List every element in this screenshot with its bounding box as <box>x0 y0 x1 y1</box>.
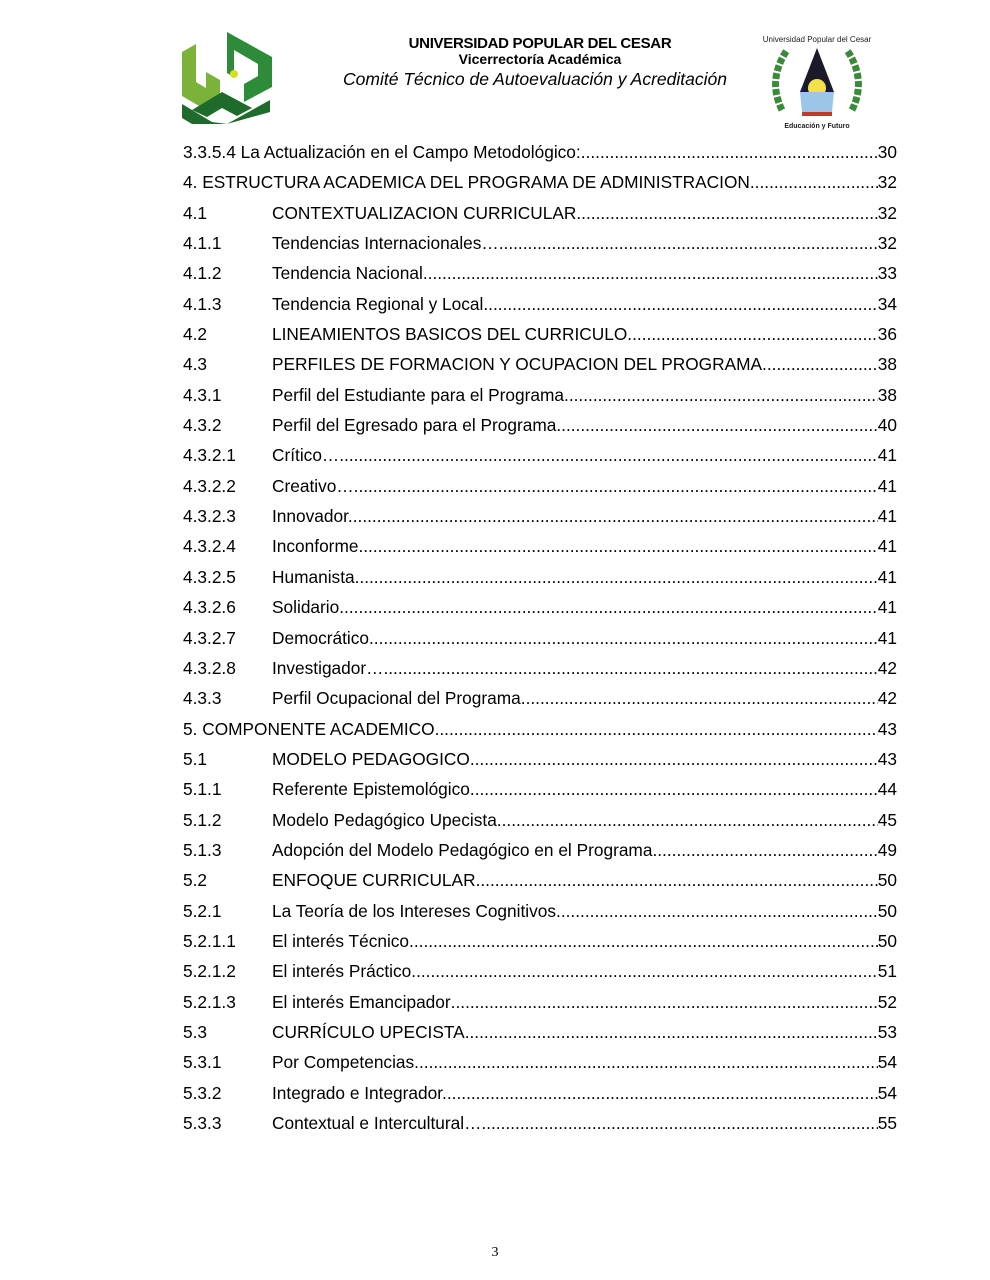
toc-entry[interactable] <box>183 349 897 379</box>
toc-entry-title: Inconforme. <box>272 536 364 557</box>
dot-leader <box>414 926 878 956</box>
toc-entry-page: 41 <box>877 445 897 466</box>
dot-leader <box>488 289 878 319</box>
toc-entry-title: Adopción del Modelo Pedagógico en el Programa. <box>272 839 658 860</box>
dot-leader <box>569 380 878 410</box>
toc-entry[interactable] <box>183 623 897 653</box>
toc-entry-page: 53 <box>877 1021 897 1042</box>
toc-entry-title: MODELO PEDAGOGICO <box>272 748 470 769</box>
toc-entry-title: Referente Epistemológico <box>272 779 470 800</box>
toc-entry[interactable] <box>183 683 897 713</box>
toc-entry-title: Tendencias Internacionales… <box>272 233 499 254</box>
toc-entry[interactable] <box>183 714 897 744</box>
toc-entry-title: Integrado e Integrador.. <box>272 1082 452 1103</box>
toc-entry-number: 5.3.2 <box>183 1082 222 1103</box>
toc-entry-number: 4.3.2.4 <box>183 536 236 557</box>
toc-entry-page: 43 <box>877 718 897 739</box>
dot-leader <box>383 653 877 683</box>
toc-entry-page: 49 <box>877 839 897 860</box>
dot-leader <box>411 956 878 986</box>
toc-entry-title: PERFILES DE FORMACION Y OCUPACION DEL PROGRAMA. <box>272 354 767 375</box>
toc-entry-number: 4.3.2.8 <box>183 657 236 678</box>
toc-entry[interactable] <box>183 805 897 835</box>
dot-leader <box>561 410 878 440</box>
toc-entry-number: 4.3.2.6 <box>183 597 236 618</box>
toc-entry-page: 38 <box>877 354 897 375</box>
toc-entry-page: 55 <box>877 1113 897 1133</box>
toc-entry[interactable] <box>183 228 897 258</box>
toc-entry-page: 42 <box>877 657 897 678</box>
toc-entry-page: 45 <box>877 809 897 830</box>
toc-entry-page: 36 <box>877 324 897 345</box>
toc-entry-page: 32 <box>877 202 897 223</box>
toc-entry-number: 5.2.1.2 <box>183 961 236 982</box>
dot-leader <box>424 1047 878 1077</box>
toc-entry-title: La Teoría de los Intereses Cognitivos <box>272 900 557 921</box>
toc-entry-page: 50 <box>877 900 897 921</box>
toc-entry[interactable] <box>183 501 897 531</box>
toc-entry[interactable] <box>183 531 897 561</box>
dot-leader <box>353 501 878 531</box>
dot-leader <box>521 683 878 713</box>
toc-entry-title: Crítico… <box>272 445 340 466</box>
toc-entry[interactable] <box>183 835 897 865</box>
dot-leader <box>750 167 878 197</box>
dot-leader <box>435 714 878 744</box>
page-header <box>0 0 990 135</box>
toc-entry[interactable] <box>183 198 897 228</box>
toc-entry-number: 5.1.2 <box>183 809 222 830</box>
dot-leader <box>379 623 878 653</box>
toc-entry-title: Creativo… <box>272 475 354 496</box>
toc-entry-number: 4.1 <box>183 202 208 223</box>
toc-entry[interactable] <box>183 471 897 501</box>
university-seal <box>762 30 872 130</box>
toc-entry-page: 41 <box>877 597 897 618</box>
toc-entry-number: 5.2 <box>183 870 208 891</box>
toc-entry-title: El interés Emancipador <box>272 991 451 1012</box>
toc-entry-number: 4.1.1 <box>183 233 222 254</box>
toc-entry-title: Democrático.. <box>272 627 379 648</box>
toc-entry-page: 50 <box>877 930 897 951</box>
toc-entry-page: 33 <box>877 263 897 284</box>
toc-entry-number: 4.1.3 <box>183 293 222 314</box>
toc-entry-title: Tendencia Regional y Local. <box>272 293 489 314</box>
toc-entry-page: 50 <box>877 870 897 891</box>
toc-entry[interactable] <box>183 289 897 319</box>
toc-entry[interactable] <box>183 865 897 895</box>
toc-entry-title: CURRÍCULO UPECISTA <box>272 1021 465 1042</box>
toc-entry-title: Perfil del Egresado para el Programa. <box>272 415 562 436</box>
toc-entry-title: Contextual e Intercultural… <box>272 1113 482 1133</box>
toc-entry-title: Investigador… <box>272 657 384 678</box>
toc-entry-number: 5.1 <box>183 748 208 769</box>
dot-leader <box>476 865 878 895</box>
toc-entry[interactable] <box>183 592 897 622</box>
toc-entry-page: 32 <box>877 233 897 254</box>
dot-leader <box>502 805 878 835</box>
toc-entry-number: 4.3 <box>183 354 208 375</box>
toc-entry-number: 5.3.1 <box>183 1052 222 1073</box>
toc-entry-number: 5.2.1.3 <box>183 991 236 1012</box>
toc-entry[interactable] <box>183 653 897 683</box>
toc-entry[interactable] <box>183 167 897 197</box>
toc-entry-number: 5.1.1 <box>183 779 222 800</box>
toc-entry-number: 5.2.1 <box>183 900 222 921</box>
toc-entry-number: 5.3 <box>183 1021 208 1042</box>
toc-entry-number: 4.3.1 <box>183 384 222 405</box>
toc-entry[interactable] <box>183 774 897 804</box>
toc-entry[interactable] <box>183 562 897 592</box>
dot-leader <box>428 258 878 288</box>
toc-entry-number: 4.3.3 <box>183 688 222 709</box>
dot-leader <box>465 1017 878 1047</box>
toc-entry[interactable] <box>183 1017 897 1047</box>
toc-entry-title: CONTEXTUALIZACION CURRICULAR <box>272 202 577 223</box>
dot-leader <box>767 349 878 379</box>
toc-entry-title: Modelo Pedagógico Upecista. <box>272 809 502 830</box>
toc-entry-title: ENFOQUE CURRICULAR <box>272 870 476 891</box>
toc-entry-page: 38 <box>877 384 897 405</box>
toc-entry[interactable] <box>183 137 897 167</box>
dot-leader <box>576 198 877 228</box>
toc-entry-title: Perfil Ocupacional del Programa <box>272 688 521 709</box>
dot-leader <box>499 228 878 258</box>
table-of-contents <box>183 137 897 1138</box>
toc-entry-title: Humanista. <box>272 566 360 587</box>
toc-entry[interactable] <box>183 1078 897 1108</box>
toc-entry-page: 40 <box>877 415 897 436</box>
toc-entry-page: 54 <box>877 1082 897 1103</box>
dot-leader <box>359 562 877 592</box>
toc-entry[interactable] <box>183 1047 897 1077</box>
toc-entry-page: 41 <box>877 627 897 648</box>
toc-entry-number: 4.3.2.5 <box>183 566 236 587</box>
toc-entry-title: El interés Técnico. <box>272 930 414 951</box>
toc-entry-page: 41 <box>877 506 897 527</box>
dot-leader <box>470 774 878 804</box>
dot-leader <box>556 896 878 926</box>
dot-leader <box>452 1078 878 1108</box>
svg-text:Universidad Popular del Cesar: Universidad Popular del Cesar <box>762 35 872 44</box>
toc-entry-page: 54 <box>877 1052 897 1073</box>
toc-entry-number: 4.3.2.1 <box>183 445 236 466</box>
toc-entry[interactable] <box>183 410 897 440</box>
dot-leader <box>339 440 878 470</box>
toc-entry-number: 4.1.2 <box>183 263 222 284</box>
toc-entry[interactable] <box>183 258 897 288</box>
dot-leader <box>451 987 878 1017</box>
toc-entry-title: El interés Práctico <box>272 961 412 982</box>
toc-entry-page: 44 <box>877 779 897 800</box>
toc-entry[interactable] <box>183 440 897 470</box>
toc-entry-title: Innovador. <box>272 506 353 527</box>
toc-entry-page: 52 <box>877 991 897 1012</box>
toc-entry-page: 43 <box>877 748 897 769</box>
toc-entry-number: 4.3.2.3 <box>183 506 236 527</box>
toc-entry-number: 4.2 <box>183 324 208 345</box>
dot-leader <box>632 319 878 349</box>
committee-name: Comité Técnico de Autoevaluación y Acreditación <box>343 69 727 89</box>
dot-leader <box>354 471 878 501</box>
toc-entry[interactable] <box>183 319 897 349</box>
toc-entry-page: 41 <box>877 536 897 557</box>
toc-entry-page: 32 <box>877 172 897 193</box>
toc-entry-page: 42 <box>877 688 897 709</box>
toc-entry[interactable] <box>183 987 897 1017</box>
toc-entry[interactable] <box>183 956 897 986</box>
toc-entry-number: 5.2.1.1 <box>183 930 236 951</box>
dot-leader <box>363 531 878 561</box>
office-name: Vicerrectoría Académica <box>458 51 622 67</box>
toc-entry-title: 5. COMPONENTE ACADEMICO <box>183 718 435 739</box>
toc-entry-title: Solidario. <box>272 597 345 618</box>
toc-entry-title: Tendencia Nacional. <box>272 263 428 284</box>
dot-leader <box>481 1108 877 1138</box>
upc-logo <box>182 32 272 124</box>
toc-entry-page: 51 <box>877 961 897 982</box>
toc-entry[interactable] <box>183 380 897 410</box>
toc-entry-page: 41 <box>877 566 897 587</box>
toc-entry-title: 3.3.5.4 La Actualización en el Campo Metodológico: <box>183 142 581 162</box>
university-name: UNIVERSIDAD POPULAR DEL CESAR <box>408 35 672 52</box>
toc-entry-title: Perfil del Estudiante para el Programa. <box>272 384 569 405</box>
toc-entry-page: 34 <box>877 293 897 314</box>
toc-entry-page: 41 <box>877 475 897 496</box>
toc-entry-title: Por Competencias.. <box>272 1052 424 1073</box>
toc-entry-number: 4.3.2.7 <box>183 627 236 648</box>
toc-entry-number: 5.3.3 <box>183 1113 222 1133</box>
dot-leader <box>470 744 878 774</box>
toc-entry[interactable] <box>183 896 897 926</box>
toc-entry[interactable] <box>183 1108 897 1138</box>
svg-text:Educación y Futuro: Educación y Futuro <box>784 123 850 130</box>
page-number: 3 <box>491 1245 499 1260</box>
toc-entry-title: 4. ESTRUCTURA ACADEMICA DEL PROGRAMA DE ADMINISTRACION <box>183 172 750 193</box>
toc-entry-page: 30 <box>877 142 897 162</box>
dot-leader <box>581 137 878 167</box>
toc-entry-title: LINEAMIENTOS BASICOS DEL CURRICULO. <box>272 324 633 345</box>
toc-entry-number: 4.3.2.2 <box>183 475 236 496</box>
dot-leader <box>344 592 878 622</box>
toc-entry[interactable] <box>183 744 897 774</box>
dot-leader <box>657 835 878 865</box>
toc-entry-number: 5.1.3 <box>183 839 222 860</box>
toc-entry[interactable] <box>183 926 897 956</box>
toc-entry-number: 4.3.2 <box>183 415 222 436</box>
